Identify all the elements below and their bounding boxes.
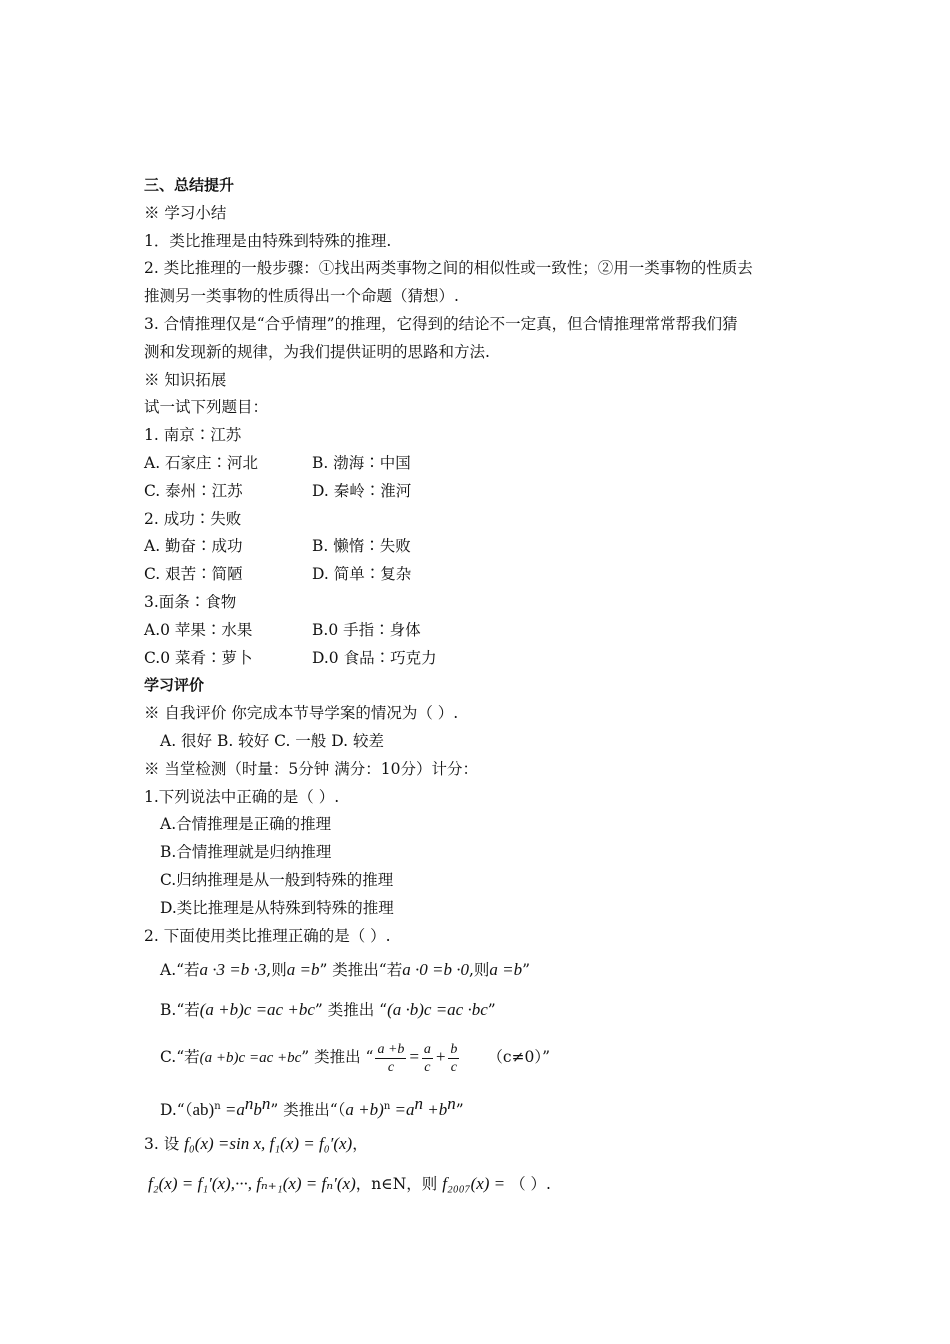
summary-item: 测和发现新的规律，为我们提供证明的思路和方法.: [144, 342, 490, 361]
ext-q2-options-ab: [144, 533, 824, 561]
section-title: 三、总结提升: [144, 176, 235, 194]
option-c: C. 艰苦∶简陋: [144, 565, 243, 584]
test-q2-option-d: D.“（ab)$^n$ $=a^nb^n$” 类推出“$(a +b)^n =a^n +b^n$”: [160, 1094, 464, 1120]
option-a: A. 石家庄∶河北: [144, 453, 259, 472]
option-b: B. 懒惰∶失败: [312, 537, 411, 556]
test-q3-line1: 3. 设 f₀(x) =sin x, f₁(x) = f₀′(x)，: [144, 1134, 368, 1154]
test-heading: ※ 当堂检测（时量：5分钟 满分：10分）计分：: [144, 759, 478, 778]
summary-item: 3. 合情推理仅是“合乎情理”的推理，它得到的结论不一定真，但合情推理常常帮我们猜: [144, 314, 738, 333]
option-b: B. 渤海∶中国: [312, 453, 411, 472]
test-q2-option-b: B.“若(a +b)c =ac +bc” 类推出 “(a ·b)c =ac ·bc”: [160, 1000, 496, 1020]
ext-q2-options-cd: [144, 561, 824, 589]
ext-q3-stem: 3.面条∶食物: [144, 592, 237, 611]
option-a: A.0 苹果∶水果: [144, 620, 253, 639]
summary-item: 推测另一类事物的性质得出一个命题（猜想）.: [144, 287, 459, 306]
option-c: C.0 菜肴∶萝卜: [144, 648, 253, 667]
test-q2-option-c: C.“若(a +b)c =ac +bc” 类推出 “ $\frac{a +b}{c}$ = $\frac{a}{c}$ + $\frac{b}{c}$ （c≠0）”: [160, 1041, 551, 1075]
self-eval: ※ 自我评价 你完成本节导学案的情况为（ ）.: [144, 704, 459, 723]
test-q2-option-a: A.“若a ·3 =b ·3,则a =b” 类推出“若a ·0 =b ·0,则a =b”: [160, 960, 531, 980]
test-q3-line2: f₂(x) = f₁′(x),···, fₙ₊₁(x) = fₙ′(x)，n∈N，则 f₂₀₀₇(x) = （ ）.: [148, 1174, 551, 1194]
ext-q1-options-cd: [144, 478, 824, 506]
option-a: A. 勤奋∶成功: [144, 537, 243, 556]
ext-q3-options-cd: [144, 645, 824, 673]
test-q1-option-b: B.合情推理就是归纳推理: [160, 843, 332, 862]
self-eval-options: A. 很好 B. 较好 C. 一般 D. 较差: [160, 731, 384, 750]
test-q1-option-d: D.类比推理是从特殊到特殊的推理: [160, 898, 394, 917]
document-page: [144, 172, 824, 1204]
knowledge-ext-heading: ※ 知识拓展: [144, 370, 227, 389]
fraction: $\frac{a +b}{c}$: [377, 1041, 405, 1075]
option-d: D. 简单∶复杂: [312, 565, 412, 584]
test-q1-option-a: A.合情推理是正确的推理: [160, 815, 332, 834]
evaluation-heading: 学习评价: [144, 676, 205, 695]
ext-q1-stem: 1. 南京∶江苏: [144, 426, 242, 445]
study-summary-heading: ※ 学习小结: [144, 203, 227, 222]
ext-q3-options-ab: [144, 617, 824, 645]
option-d: D.0 食品∶巧克力: [312, 648, 437, 667]
test-q2-stem: 2. 下面使用类比推理正确的是（ ）.: [144, 926, 391, 945]
ext-q2-stem: 2. 成功∶失败: [144, 509, 242, 528]
test-q1-option-c: C.归纳推理是从一般到特殊的推理: [160, 870, 394, 889]
option-c: C. 泰州∶江苏: [144, 481, 243, 500]
option-d: D. 秦岭∶淮河: [312, 481, 412, 500]
summary-item: 2. 类比推理的一般步骤：①找出两类事物之间的相似性或一致性；②用一类事物的性质去: [144, 259, 753, 278]
knowledge-ext-intro: 试一试下列题目：: [144, 398, 269, 417]
test-q1-stem: 1.下列说法中正确的是（ ）.: [144, 787, 340, 806]
ext-q1-options-ab: [144, 450, 824, 478]
fraction: $\frac{b}{c}$: [450, 1041, 458, 1075]
summary-item: 1．类比推理是由特殊到特殊的推理.: [144, 231, 392, 250]
fraction: $\frac{a}{c}$: [423, 1041, 431, 1075]
option-b: B.0 手指∶身体: [312, 620, 421, 639]
